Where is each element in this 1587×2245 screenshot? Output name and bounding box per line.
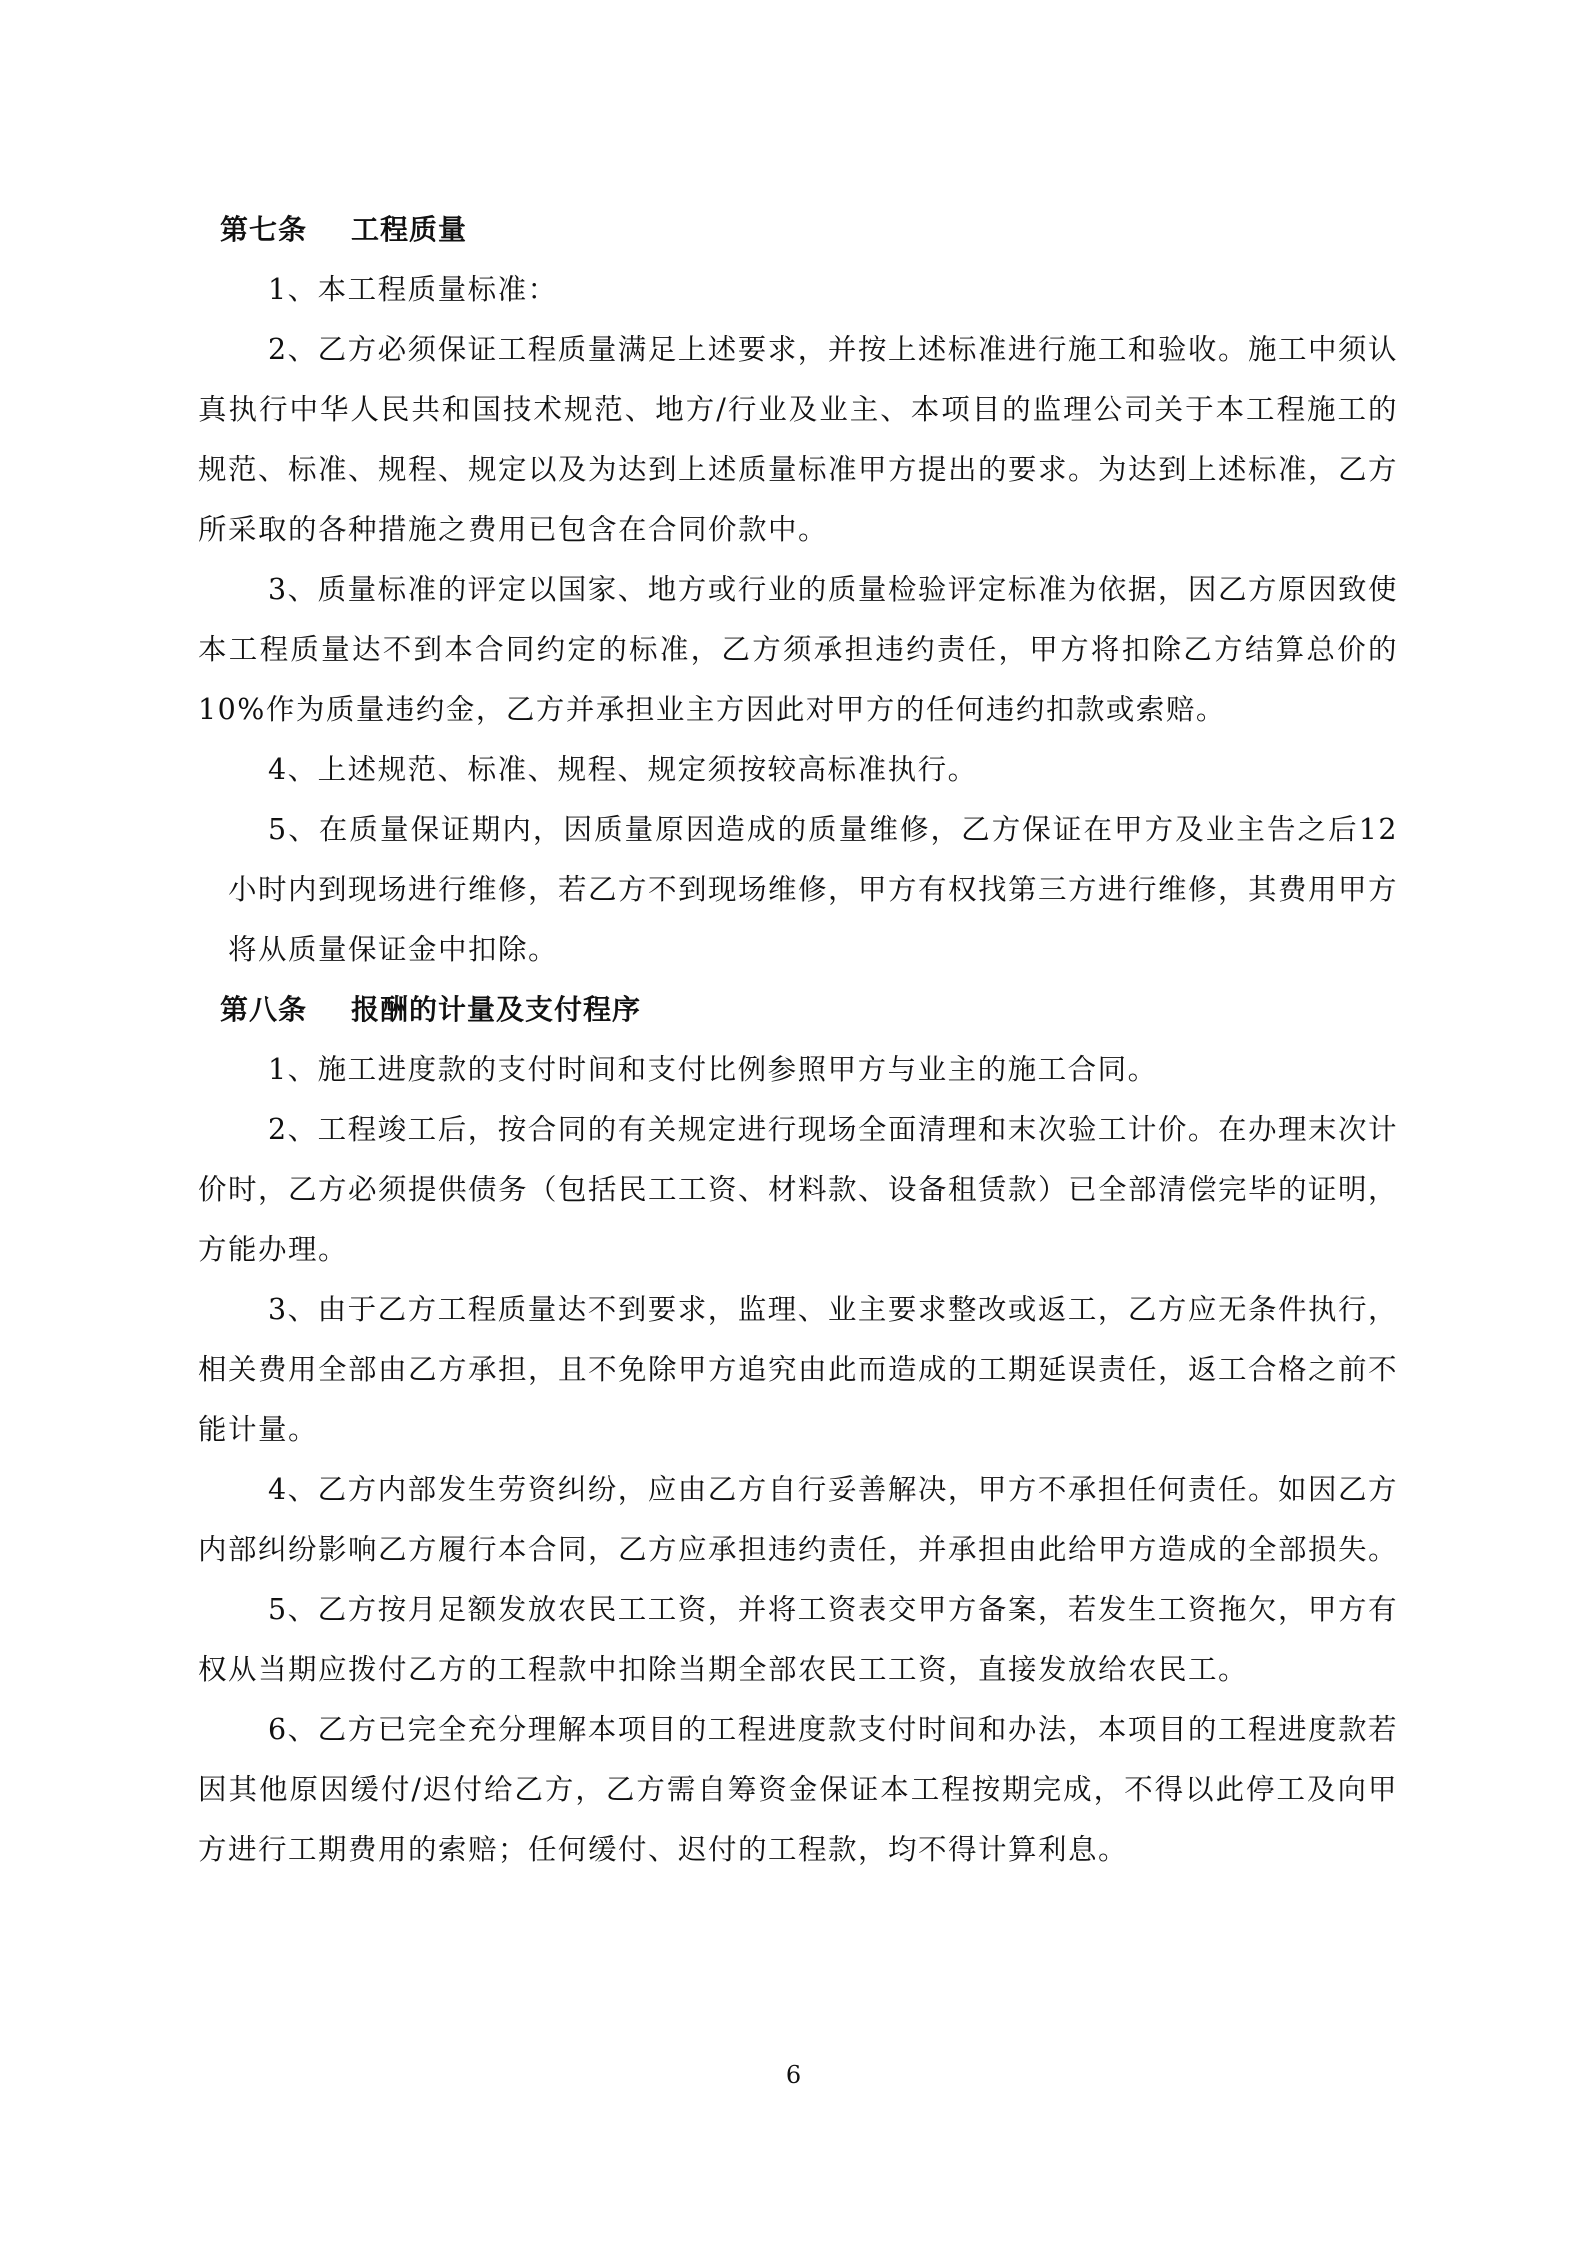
article-7-item-3: 3、质量标准的评定以国家、地方或行业的质量检验评定标准为依据，因乙方原因致使本工程质量达不到本合同约定的标准，乙方须承担违约责任，甲方将扣除乙方结算总价的 10%作为质量违约金，乙方并承担业主方因此对甲方的任何违约扣款或索赔。 <box>198 573 1398 726</box>
article-7-heading <box>198 200 1398 260</box>
contract-body <box>198 200 1398 1880</box>
article-8-title: 报酬的计量及支付程序 <box>351 993 642 1026</box>
article-8-number: 第八条 <box>220 993 308 1026</box>
article-7-title: 工程质量 <box>351 213 468 246</box>
page-number: 6 <box>785 2061 802 2089</box>
article-8-item-6: 6、乙方已完全充分理解本项目的工程进度款支付时间和办法，本项目的工程进度款若因其他原因缓付/迟付给乙方，乙方需自筹资金保证本工程按期完成，不得以此停工及向甲方进行工期费用的索赔；任何缓付、迟付的工程款，均不得计算利息。 <box>198 1713 1398 1866</box>
article-8-item-5: 5、乙方按月足额发放农民工工资，并将工资表交甲方备案，若发生工资拖欠，甲方有权从当期应拨付乙方的工程款中扣除当期全部农民工工资，直接发放给农民工。 <box>198 1593 1398 1686</box>
article-7-item-2: 2、乙方必须保证工程质量满足上述要求，并按上述标准进行施工和验收。施工中须认真执行中华人民共和国技术规范、地方/行业及业主、本项目的监理公司关于本工程施工的规范、标准、规程、规定以及为达到上述质量标准甲方提出的要求。为达到上述标准，乙方所采取的各种措施之费用已包含在合同价款中。 <box>198 333 1399 546</box>
article-7-item-5: 5、在质量保证期内，因质量原因造成的质量维修，乙方保证在甲方及业主告之后12 小时内到现场进行维修，若乙方不到现场维修，甲方有权找第三方进行维修，其费用甲方将从质量保证金中扣除。 <box>228 813 1399 966</box>
article-7-item-1: 1、本工程质量标准： <box>268 273 558 306</box>
article-8-item-4: 4、乙方内部发生劳资纠纷，应由乙方自行妥善解决，甲方不承担任何责任。如因乙方内部纠纷影响乙方履行本合同，乙方应承担违约责任，并承担由此给甲方造成的全部损失。 <box>198 1473 1399 1566</box>
article-7-number: 第七条 <box>220 213 308 246</box>
article-8-item-3: 3、由于乙方工程质量达不到要求，监理、业主要求整改或返工，乙方应无条件执行，相关费用全部由乙方承担，且不免除甲方追究由此而造成的工期延误责任，返工合格之前不能计量。 <box>198 1293 1399 1446</box>
article-7-item-4: 4、上述规范、标准、规程、规定须按较高标准执行。 <box>268 753 978 786</box>
article-8-item-1: 1、施工进度款的支付时间和支付比例参照甲方与业主的施工合同。 <box>268 1053 1158 1086</box>
article-8-heading <box>198 980 1398 1040</box>
article-8-item-2: 2、工程竣工后，按合同的有关规定进行现场全面清理和末次验工计价。在办理末次计价时，乙方必须提供债务（包括民工工资、材料款、设备租赁款）已全部清偿完毕的证明，方能办理。 <box>198 1113 1399 1266</box>
